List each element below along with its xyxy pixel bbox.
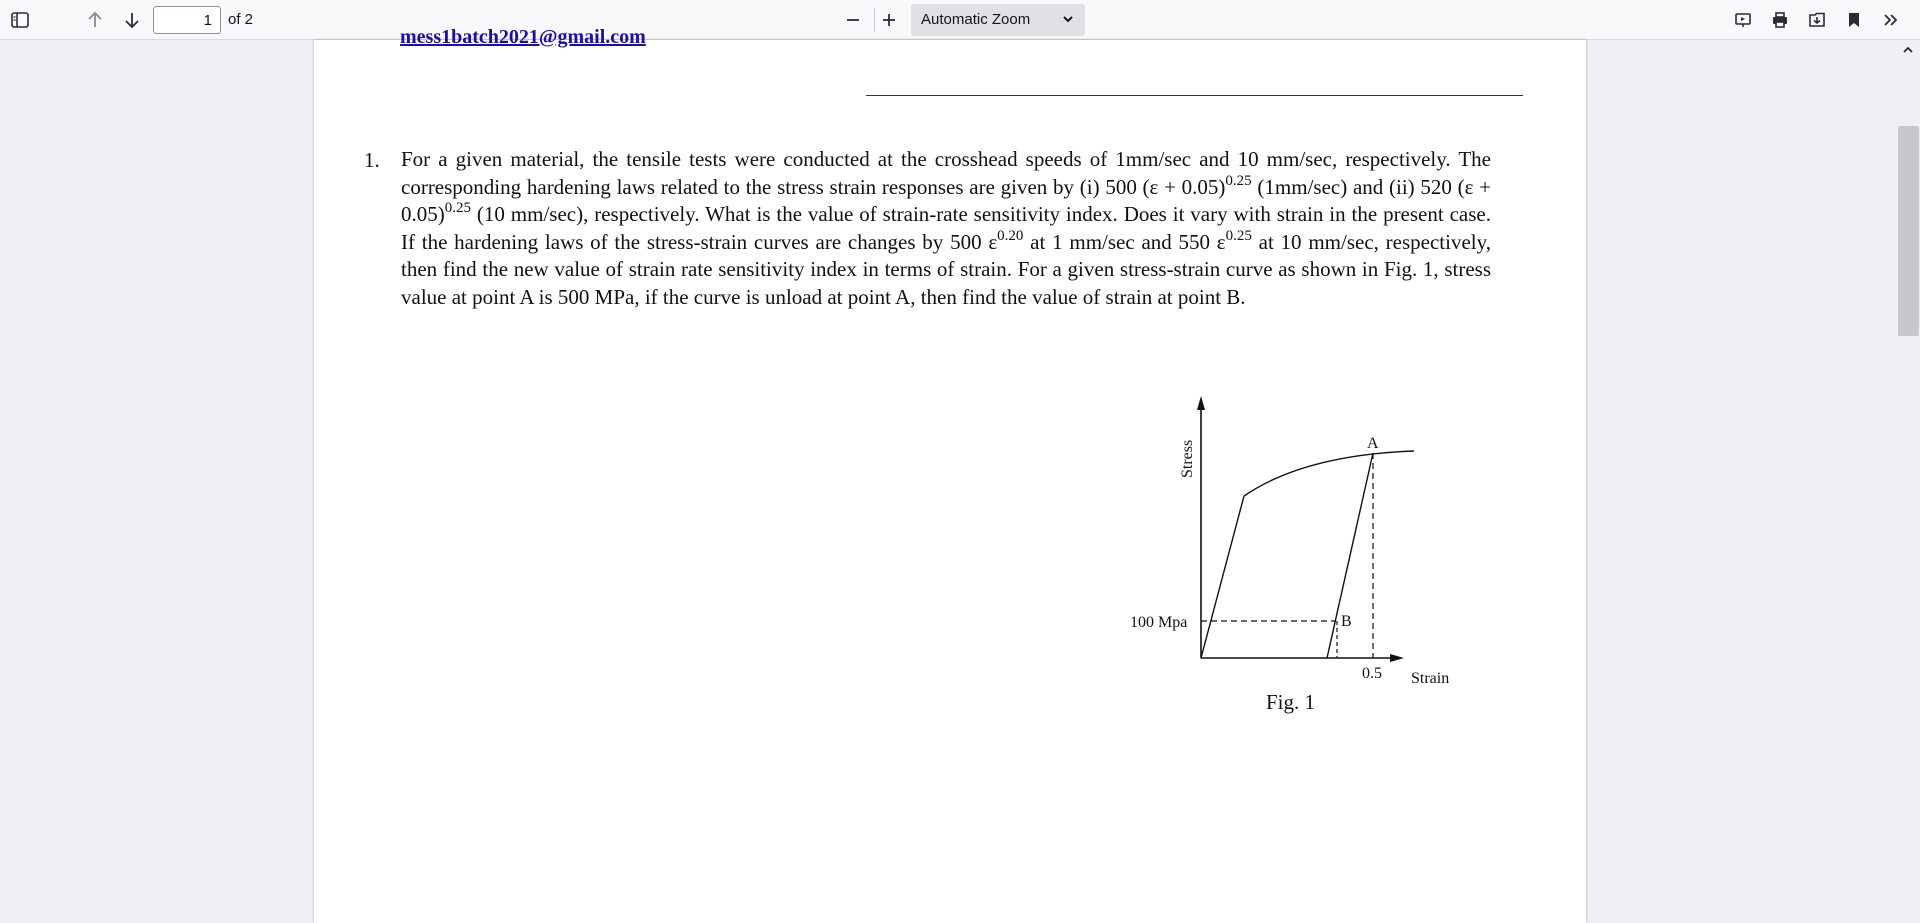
chevron-down-icon [1061,12,1075,26]
print-icon [1770,10,1790,30]
chevron-up-icon[interactable] [1902,44,1914,56]
print-button[interactable] [1765,5,1795,35]
bookmark-icon [1844,10,1864,30]
hardening-curve [1244,451,1414,496]
question-number: 1. [364,148,380,172]
bookmark-button[interactable] [1839,5,1869,35]
page-count: of 2 [228,11,254,28]
sidebar-toggle-button[interactable] [5,5,35,35]
more-tools-button[interactable] [1876,5,1906,35]
question-text [401,146,1491,311]
exponent: 0.25 [1225,227,1252,244]
page-number-input[interactable] [153,6,221,34]
zoom-level-label: Automatic Zoom [921,11,1031,28]
arrow-down-icon [122,10,142,30]
plus-icon [879,10,899,30]
vertical-scrollbar[interactable] [1897,40,1920,923]
zoom-select[interactable] [911,4,1085,36]
question-text-part: (10 mm/sec), respectively. What is the value of strain-rate sensitivity index. Does it vary with strain in the present case. If the hardening laws of the stress-strain curves are changes by 500 ε [401,202,1491,254]
zoom-in-button[interactable] [874,5,904,35]
stress-strain-figure [1124,360,1504,687]
horizontal-rule [866,95,1523,96]
previous-page-button[interactable] [80,5,110,35]
x-axis-arrow [1390,654,1404,662]
next-page-button[interactable] [117,5,147,35]
point-a-label: A [1367,435,1379,452]
present-icon [1733,10,1753,30]
sidebar-icon [10,10,30,30]
pdf-toolbar [0,0,1920,40]
save-button[interactable] [1802,5,1832,35]
exponent: 0.25 [1225,172,1252,189]
email-link[interactable]: mess1batch2021@gmail.com [400,26,646,48]
question-text-part: at 1 mm/sec and 550 ε [1023,229,1226,254]
pdf-page [314,26,1586,923]
y-axis-arrow [1197,396,1205,410]
minus-icon [843,10,863,30]
exponent: 0.20 [997,227,1024,244]
question-text-part: For a given material, the tensile tests were conducted at the crosshead speeds of 1mm/sec and 10 mm/sec, respectively. The corresponding hardening laws related to the stress strain responses are given by (i) 500 (ε + 0.05) [401,147,1491,199]
elastic-line [1201,496,1244,658]
question-text-part: at 10 mm/sec, respectively, then find the new value of strain rate sensitivity index in terms of strain. For a given stress-strain curve as shown in Fig. 1, stress value at point A is 500 MPa, if the curve is unload at point A, then find the value of strain at point B. [401,229,1491,309]
question-text-part: (1mm/sec) and (ii) 520 (ε + 0.05) [401,174,1491,226]
document-viewer[interactable] [0,26,1920,923]
figure-caption: Fig. 1 [1266,690,1316,714]
strain-tick-label: 0.5 [1362,665,1382,682]
exponent: 0.25 [444,200,471,216]
x-axis-label: Strain [1411,670,1450,687]
more-tools-icon [1881,10,1901,30]
save-icon [1807,10,1827,30]
presentation-mode-button[interactable] [1728,5,1758,35]
zoom-out-button[interactable] [838,5,868,35]
stress-tick-label: 100 Mpa [1130,614,1188,631]
y-axis-label: Stress [1179,439,1196,478]
arrow-up-icon [85,10,105,30]
point-b-label: B [1341,613,1352,630]
scrollbar-thumb[interactable] [1898,126,1919,336]
